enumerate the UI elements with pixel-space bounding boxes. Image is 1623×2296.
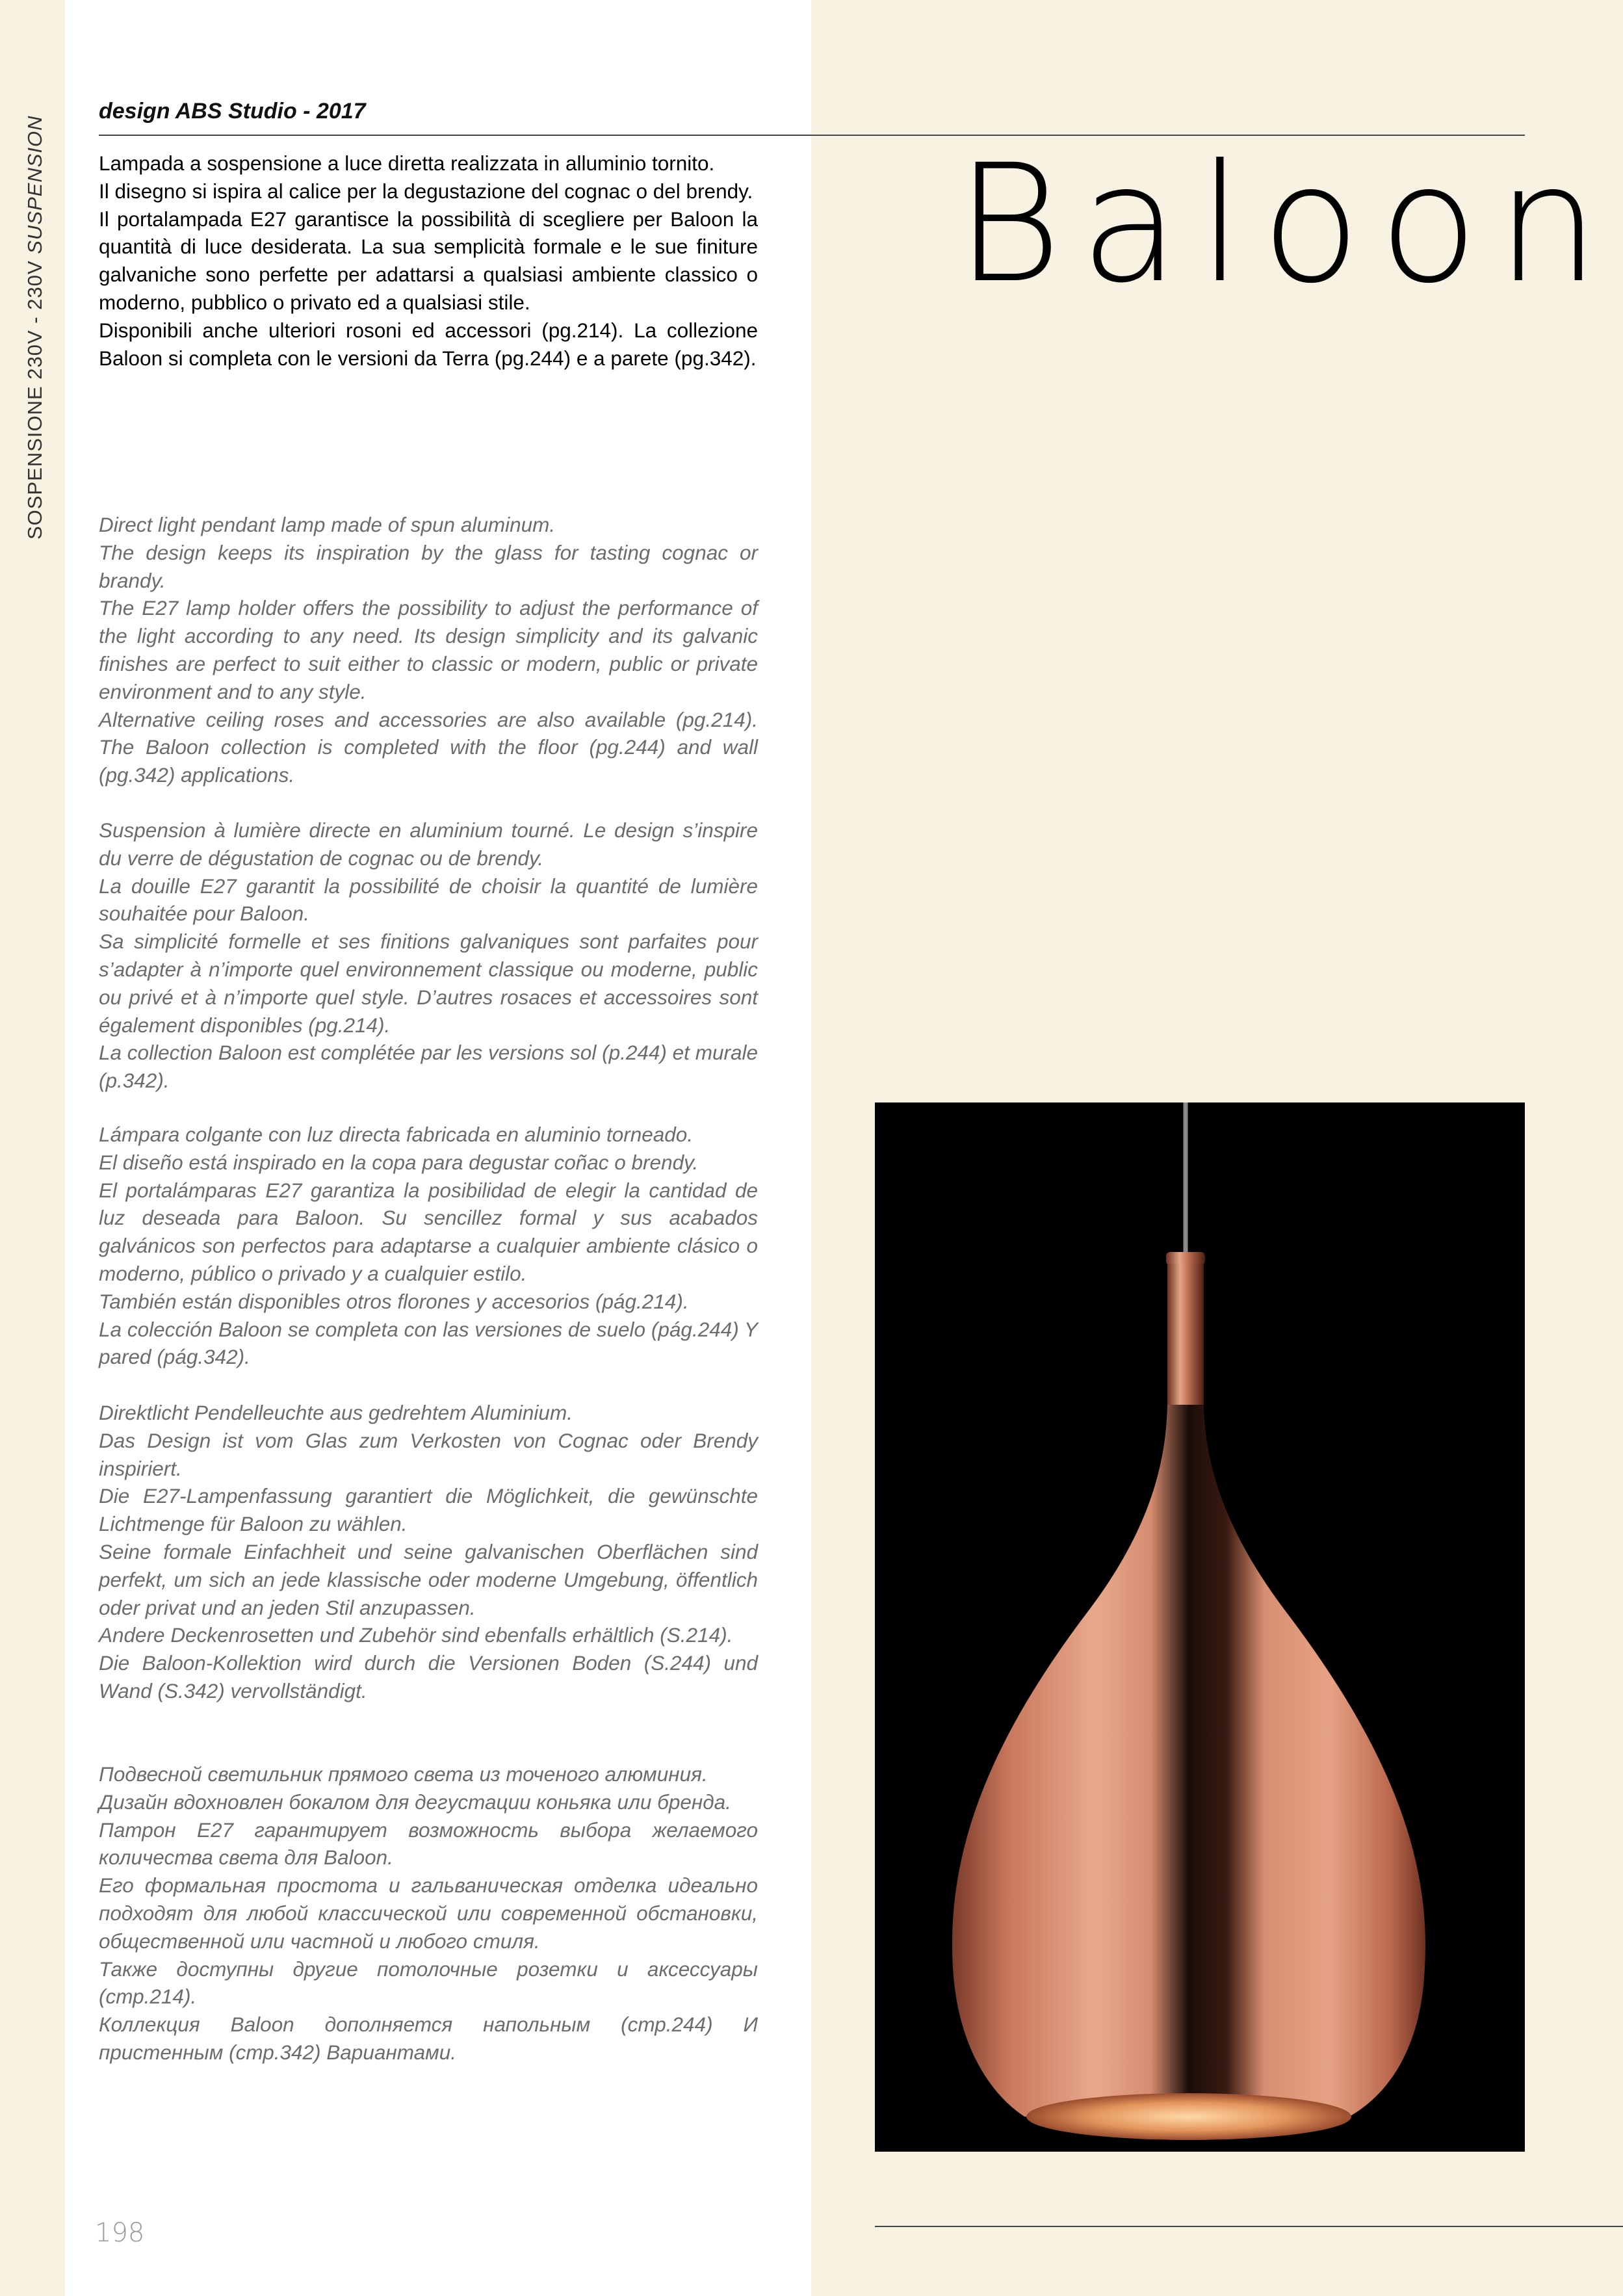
side-section-label	[23, 98, 49, 540]
paragraph: Коллекция Baloon дополняется напольным (стр.244) И пристенным (стр.342) Вариантами.	[99, 2013, 758, 2064]
lamp-opening-glow	[1026, 2093, 1351, 2140]
side-label-normal: SOSPENSIONE 230V - 230V	[23, 254, 46, 540]
side-label-italic: SUSPENSION	[23, 115, 46, 254]
paragraph: Disponibili anche ulteriori rosoni ed accessori (pg.214). La collezione Baloon si completa con le versioni da Terra (pg.244) e a parete (pg.342).	[99, 318, 758, 370]
pendant-lamp-illustration	[875, 1102, 1525, 2152]
description-spanish	[99, 1121, 758, 1371]
paragraph: Lámpara colgante con luz directa fabricada en aluminio torneado.	[99, 1123, 694, 1146]
product-title: Baloon	[955, 129, 1618, 319]
paragraph: Дизайн вдохновлен бокалом для дегустации коньяка или бренда.	[99, 1790, 731, 1814]
paragraph: Die E27-Lampenfassung garantiert die Möglichkeit, die gewünschte Lichtmenge für Baloon zu wählen.	[99, 1484, 758, 1536]
paragraph: Die Baloon-Kollektion wird durch die Versionen Boden (S.244) und Wand (S.342) vervollständigt.	[99, 1651, 758, 1702]
description-english	[99, 511, 758, 789]
paragraph: Alternative ceiling roses and accessories are also available (pg.214). The Baloon collection is completed with the floor (pg.244) and wall (pg.342) applications.	[99, 707, 758, 787]
paragraph: La collection Baloon est complétée par les versions sol (p.244) et murale (p.342).	[99, 1041, 758, 1093]
paragraph: El portalámparas E27 garantiza la posibilidad de elegir la cantidad de luz deseada para Baloon. Su sencillez formal y sus acabados galvánicos son perfectos para adaptarse a cualquier ambiente clásico o moderno, público o privado y a cualquier estilo.	[99, 1178, 758, 1285]
lamp-neck	[1167, 1264, 1204, 1407]
lamp-shade	[952, 1405, 1425, 2117]
paragraph: El diseño está inspirado en la copa para degustar coñac o brendy.	[99, 1150, 699, 1174]
paragraph: La douille E27 garantit la possibilité de choisir la quantité de lumière souhaitée pour Baloon.	[99, 874, 758, 926]
page-number: 198	[95, 2218, 145, 2248]
paragraph: Sa simplicité formelle et ses finitions galvaniques sont parfaites pour s’adapter à n’importe quel environnement classique ou moderne, public ou privé et à n’importe quel style. D’autres rosaces et accessoires sont également disponibles (pg.214).	[99, 930, 758, 1037]
paragraph: Suspension à lumière directe en aluminium tourné. Le design s’inspire du verre de dégustation de cognac ou de brendy.	[99, 818, 758, 870]
paragraph: La colección Baloon se completa con las versiones de suelo (pág.244) Y pared (pág.342).	[99, 1317, 758, 1369]
paragraph: Seine formale Einfachheit und seine galvanischen Oberflächen sind perfekt, um sich an jede klassische oder moderne Umgebung, öffentlich oder privat und an jeden Stil anzupassen.	[99, 1539, 758, 1619]
product-photo	[875, 1102, 1525, 2152]
footer-divider	[875, 2226, 1623, 2227]
paragraph: Его формальная простота и гальваническая отделка идеально подходят для любой классической или современной обстановки, общественной или частной и любого стиля.	[99, 1873, 758, 1953]
paragraph: The design keeps its inspiration by the glass for tasting cognac or brandy.	[99, 540, 758, 592]
paragraph: Патрон E27 гарантирует возможность выбора желаемого количества света для Baloon.	[99, 1818, 758, 1870]
paragraph: Das Design ist vom Glas zum Verkosten von Cognac oder Brendy inspiriert.	[99, 1428, 758, 1480]
description-italian	[99, 150, 758, 372]
paragraph: Подвесной светильник прямого света из точеного алюминия.	[99, 1762, 708, 1786]
paragraph: También están disponibles otros florones y accesorios (pág.214).	[99, 1289, 689, 1313]
paragraph: Также доступны другие потолочные розетки и аксессуары (стр.214).	[99, 1957, 758, 2009]
paragraph: Direct light pendant lamp made of spun aluminum.	[99, 513, 556, 536]
paragraph: Il disegno si ispira al calice per la degustazione del cognac o del brendy.	[99, 179, 753, 203]
paragraph: Lampada a sospensione a luce diretta realizzata in alluminio tornito.	[99, 151, 715, 175]
paragraph: Direktlicht Pendelleuchte aus gedrehtem Aluminium.	[99, 1401, 573, 1424]
paragraph: Andere Deckenrosetten und Zubehör sind ebenfalls erhältlich (S.214).	[99, 1623, 733, 1647]
paragraph: Il portalampada E27 garantisce la possibilità di scegliere per Baloon la quantità di luce desiderata. La sua semplicità formale e le sue finiture galvaniche sono perfette per adattarsi a qualsiasi ambiente classico o moderno, pubblico o privato ed a qualsiasi stile.	[99, 207, 758, 314]
paragraph: The E27 lamp holder offers the possibility to adjust the performance of the light according to any need. Its design simplicity and its galvanic finishes are perfect to suit either to classic or modern, public or private environment and to any style.	[99, 596, 758, 703]
design-credit: design ABS Studio - 2017	[99, 99, 366, 124]
cable-grip	[1166, 1252, 1205, 1265]
description-german	[99, 1399, 758, 1705]
description-russian	[99, 1760, 758, 2067]
description-french	[99, 816, 758, 1095]
